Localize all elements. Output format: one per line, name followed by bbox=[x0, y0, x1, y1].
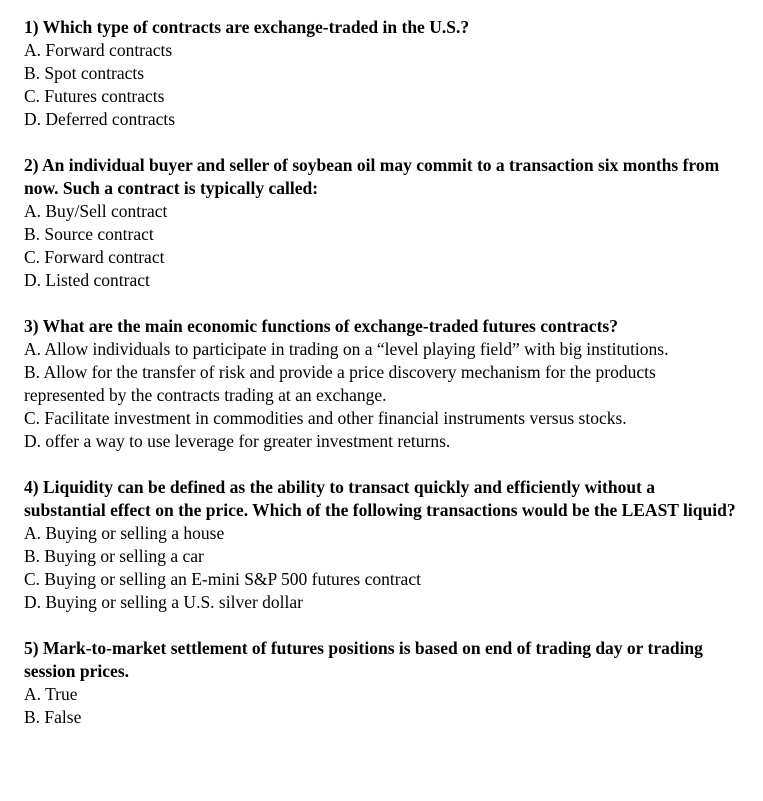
question-3 bbox=[24, 315, 740, 453]
question-stem: 2) An individual buyer and seller of soybean oil may commit to a transaction six months from now. Such a contract is typically called: bbox=[24, 155, 720, 198]
answer-option: B. Spot contracts bbox=[24, 63, 145, 83]
answer-option: D. Listed contract bbox=[24, 270, 150, 290]
question-2 bbox=[24, 154, 740, 292]
answer-option: B. Allow for the transfer of risk and provide a price discovery mechanism for the products represented by the contracts trading at an exchange. bbox=[24, 362, 656, 405]
question-1 bbox=[24, 16, 740, 131]
quiz-document bbox=[24, 16, 740, 752]
question-stem: 3) What are the main economic functions of exchange-traded futures contracts? bbox=[24, 316, 618, 336]
question-4 bbox=[24, 476, 740, 614]
answer-option: B. Source contract bbox=[24, 224, 154, 244]
answer-option: A. Forward contracts bbox=[24, 40, 173, 60]
question-stem: 5) Mark-to-market settlement of futures positions is based on end of trading day or trading session prices. bbox=[24, 638, 703, 681]
answer-option: B. Buying or selling a car bbox=[24, 546, 204, 566]
question-5 bbox=[24, 637, 740, 729]
answer-option: D. Deferred contracts bbox=[24, 109, 176, 129]
answer-option: B. False bbox=[24, 707, 82, 727]
answer-option: C. Futures contracts bbox=[24, 86, 165, 106]
answer-option: C. Facilitate investment in commodities and other financial instruments versus stocks. bbox=[24, 408, 627, 428]
answer-option: A. True bbox=[24, 684, 78, 704]
question-stem: 4) Liquidity can be defined as the ability to transact quickly and efficiently without a substantial effect on the price. Which of the following transactions would be the LEAST liquid? bbox=[24, 477, 736, 520]
answer-option: C. Forward contract bbox=[24, 247, 165, 267]
answer-option: A. Buy/Sell contract bbox=[24, 201, 168, 221]
answer-option: D. offer a way to use leverage for greater investment returns. bbox=[24, 431, 451, 451]
answer-option: D. Buying or selling a U.S. silver dollar bbox=[24, 592, 304, 612]
question-stem: 1) Which type of contracts are exchange-traded in the U.S.? bbox=[24, 17, 470, 37]
answer-option: A. Allow individuals to participate in trading on a “level playing field” with big institutions. bbox=[24, 339, 669, 359]
answer-option: A. Buying or selling a house bbox=[24, 523, 225, 543]
answer-option: C. Buying or selling an E-mini S&P 500 futures contract bbox=[24, 569, 421, 589]
